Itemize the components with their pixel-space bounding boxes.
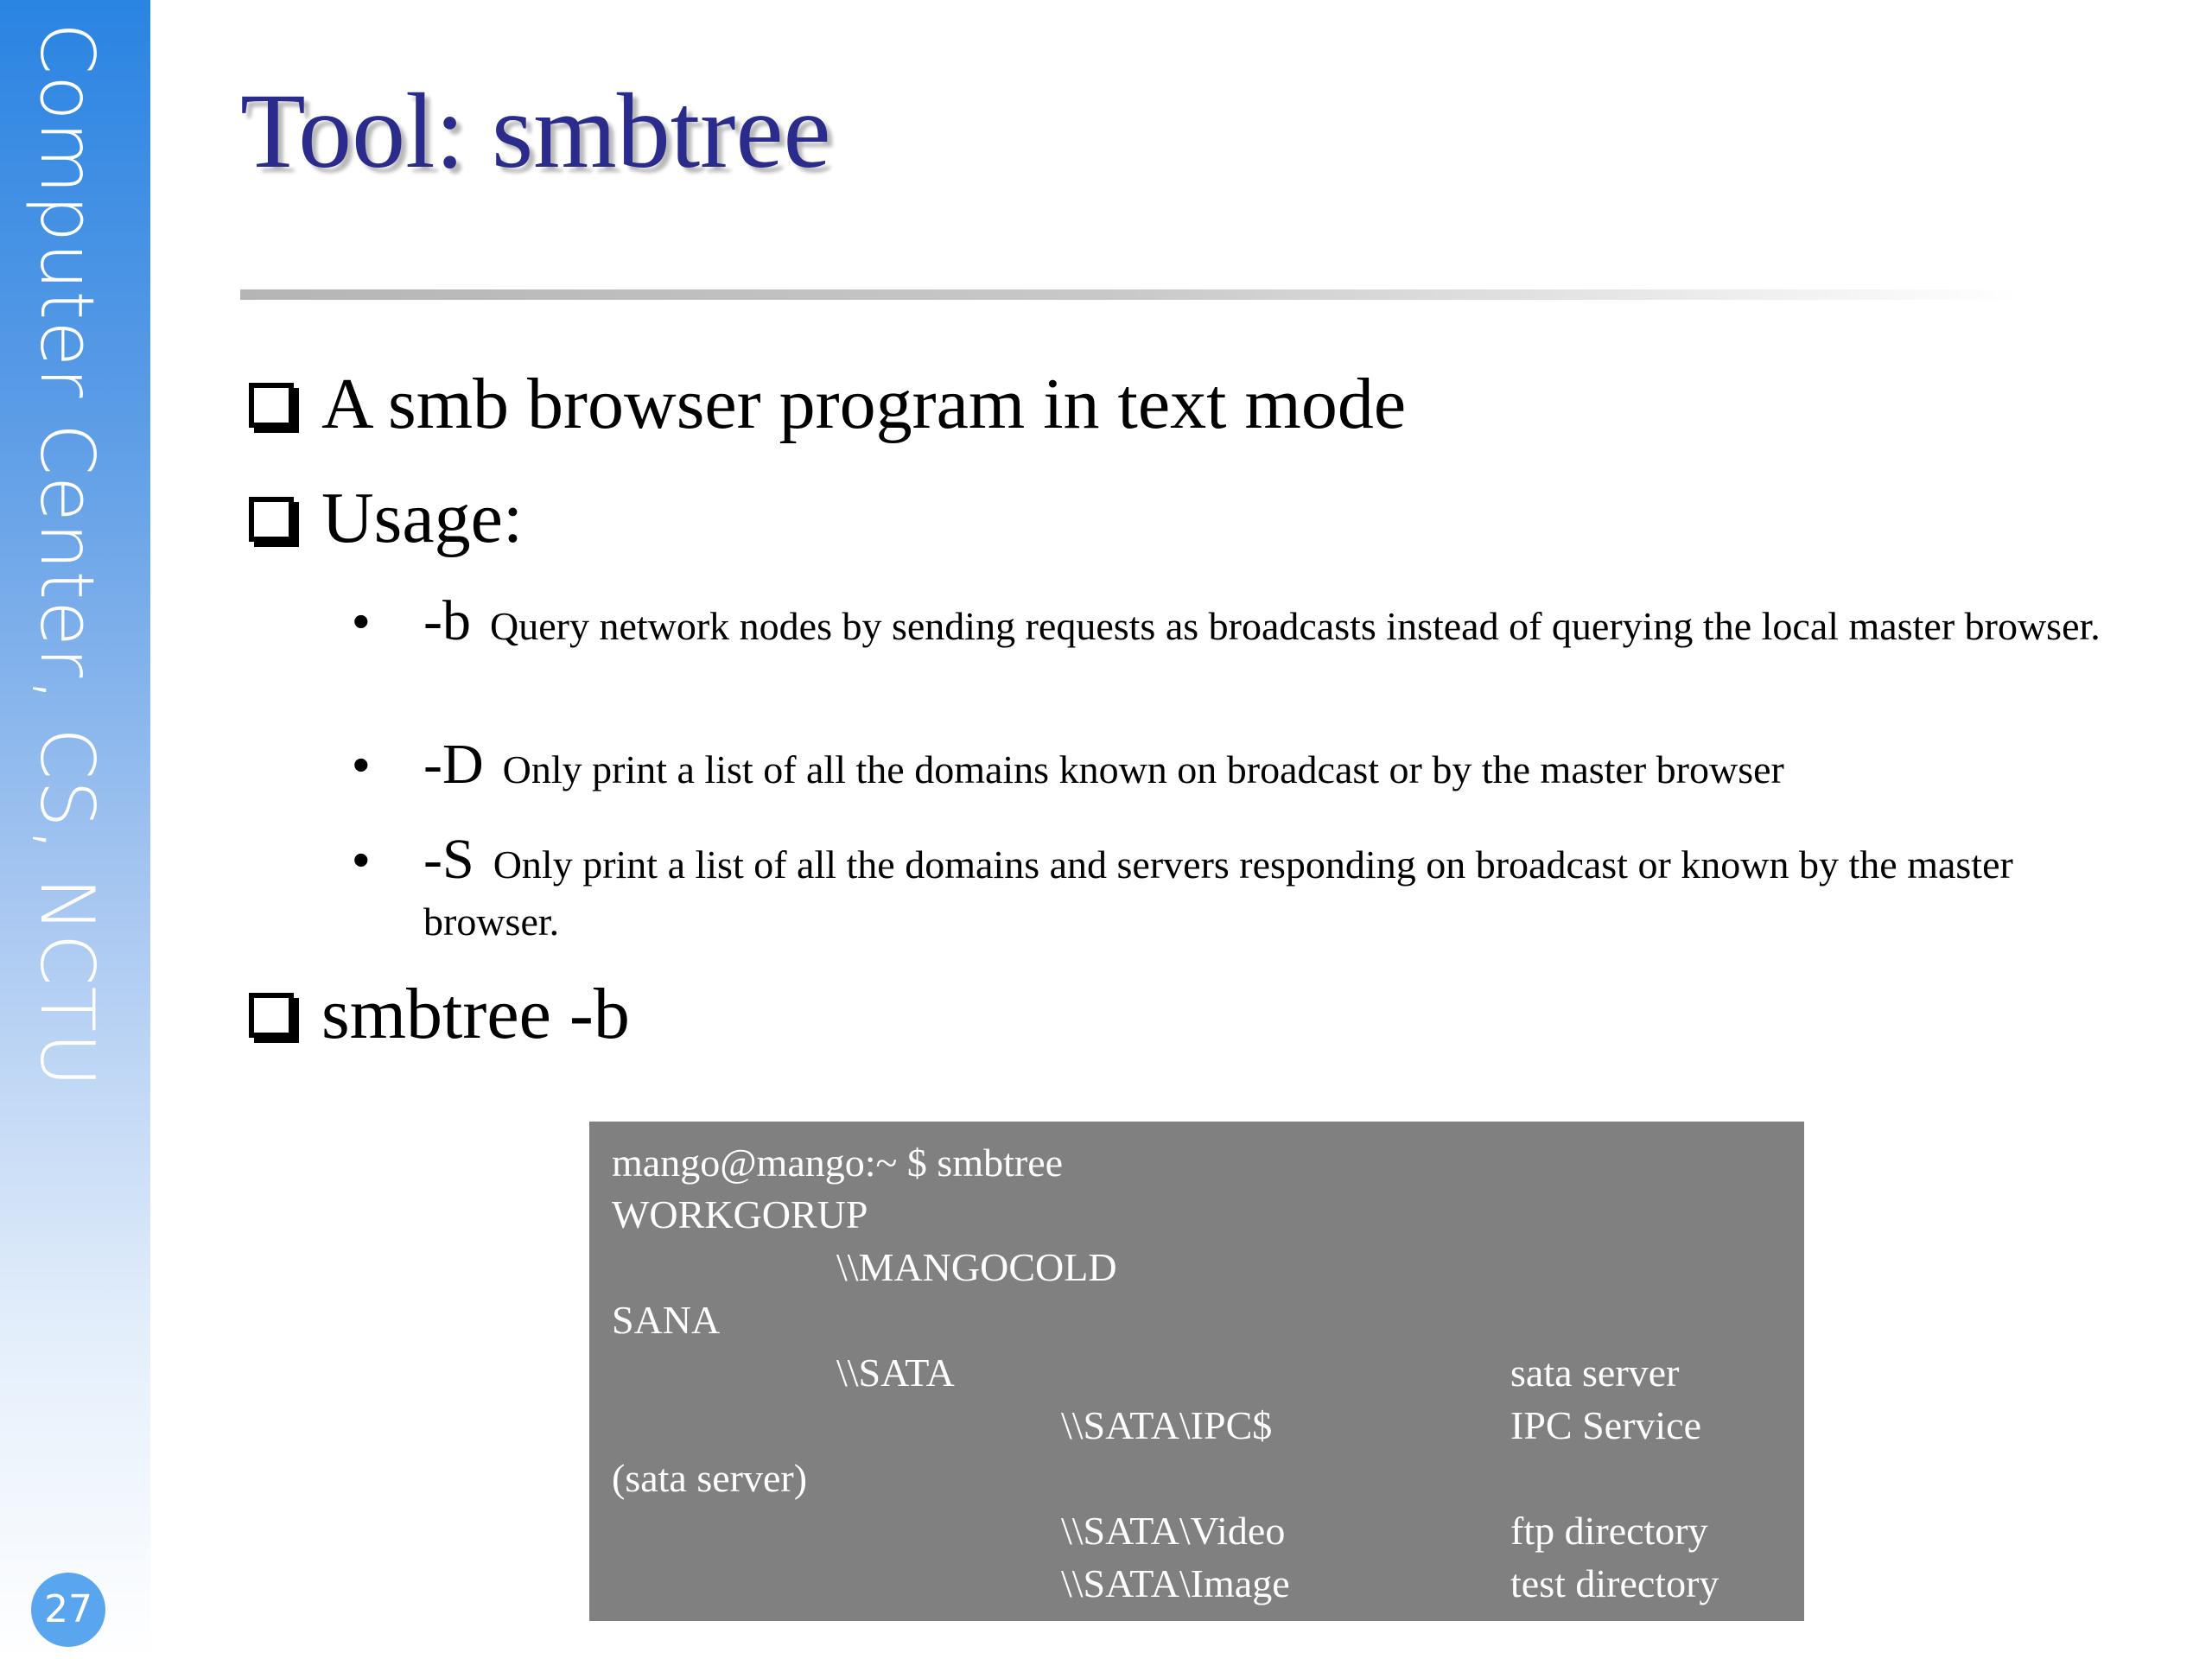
- option-flag: -b: [423, 589, 471, 652]
- terminal-desc: sata server: [1510, 1351, 1680, 1395]
- bullet-description: [249, 361, 1406, 448]
- checkbox-bullet-icon: [249, 383, 294, 428]
- terminal-line: \\SATA\Video: [1061, 1509, 1286, 1553]
- option-d: [353, 733, 2134, 798]
- terminal-desc: ftp directory: [1510, 1509, 1708, 1553]
- terminal-desc: (sata server): [612, 1456, 808, 1500]
- slide-title: Tool: smbtree: [240, 72, 831, 190]
- title-divider: [240, 289, 2020, 300]
- bullet-dot-icon: •: [353, 737, 370, 791]
- terminal-line: WORKGORUP: [612, 1192, 868, 1236]
- terminal-desc: IPC Service: [1510, 1403, 1702, 1447]
- terminal-line: \\MANGOCOLD: [836, 1245, 1117, 1289]
- bullet-dot-icon: •: [353, 832, 370, 887]
- option-b: [353, 589, 2134, 655]
- side-band: [0, 0, 150, 1659]
- terminal-prompt: mango@mango:~ $ smbtree: [612, 1141, 1064, 1185]
- bullet-text: smbtree -b: [321, 974, 630, 1054]
- bullet-usage: [249, 475, 523, 562]
- terminal-line: \\SATA\IPC$: [1061, 1403, 1273, 1447]
- option-text: Only print a list of all the domains known on broadcast or by the master browser: [502, 747, 1784, 791]
- bullet-text: A smb browser program in text mode: [321, 364, 1407, 444]
- option-text: Only print a list of all the domains and servers responding on broadcast or known by the master browser.: [423, 842, 2013, 944]
- terminal-desc: test directory: [1510, 1561, 1719, 1605]
- terminal-line: SANA: [612, 1298, 721, 1342]
- bullet-text: Usage:: [321, 478, 524, 558]
- terminal-line: \\SATA: [836, 1351, 955, 1395]
- bullet-dot-icon: •: [353, 594, 370, 648]
- terminal-output: [589, 1122, 1804, 1621]
- checkbox-bullet-icon: [249, 993, 294, 1038]
- option-flag: -S: [423, 828, 474, 891]
- checkbox-bullet-icon: [249, 497, 294, 542]
- option-s: [353, 828, 2134, 950]
- option-flag: -D: [423, 733, 484, 796]
- bullet-example: [249, 971, 630, 1058]
- option-text: Query network nodes by sending requests as broadcasts instead of querying the local master browser.: [489, 604, 2101, 648]
- terminal-line: \\SATA\Image: [1061, 1561, 1290, 1605]
- side-title: Computer Center, CS, NCTU: [23, 22, 110, 1089]
- page-number-badge: 27: [31, 1573, 105, 1647]
